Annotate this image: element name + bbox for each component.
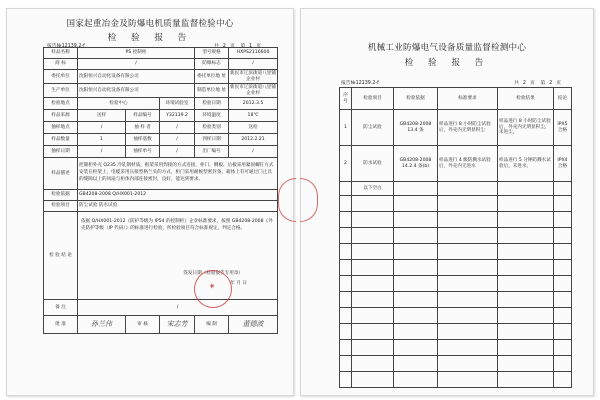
label-source: 样品来源 [44,110,78,122]
table-row [340,372,572,388]
sample-place: / [78,122,126,134]
ex-mark: / [229,59,278,70]
sample-date: / [78,146,126,158]
table-row [44,59,278,70]
table-row [340,146,572,182]
row-item: 防尘试验 [352,110,394,146]
sample-no: Y32139.2 [160,110,195,122]
client: 沈阳恒兴自动化设备有限公司 [78,70,195,84]
label-model: 型号规格 [195,48,229,59]
header-requirement: 标准要求 [438,88,498,110]
qty: 1 [78,134,126,146]
maker: 沈阳恒兴自动化设备有限公司 [78,84,195,98]
conclusion-cell [78,212,278,300]
label-client: 委托单位 [44,70,78,84]
row-requirement: 样品进行 4 级防溅水试验后，外壳内无进水 [438,146,498,182]
sample-description: 控制柜外壳 Q235 冷轧钢材质，框架采用焊接的方式连接，柜门、侧板、后板采用紧固螺钉方式安装在柜架上，电缆采用压接型格兰头的方式，柜门采用耐候型密封条，箱体上有可通过门止具的缝隙以上的风扇与柜体内部连接密封，良好，能达到要求。 [78,158,278,190]
label-sample-place: 抽样地点 [44,122,78,134]
sampler: / [160,122,195,134]
report-page-2 [300,8,594,396]
signature-approve: 孙兰伟 [78,316,126,334]
base-qty: / [160,134,195,146]
table-row [44,134,278,146]
label-arrival: 到样日期 [195,134,229,146]
row-basis: GB4208-2008 13.4 条 [394,110,438,146]
report-page-1 [6,8,294,396]
label-basis: 检验依据 [44,190,78,201]
page-indicator: 共 2 页 第 2 页 [514,81,561,86]
label-sample-no: 样品编号 [126,110,160,122]
label-remark: 备 注 [44,300,78,316]
issue-date: 年 月 日 [230,281,248,287]
label-compile: 编 制 [195,316,229,334]
table-row [44,48,278,59]
signature-review: 宋志芳 [160,316,195,334]
table-row [44,201,278,212]
row-conclusion: IPX5 合格 [554,110,572,146]
row-seq: 2 [340,146,352,182]
sample-batch: / [160,146,195,158]
row-requirement: 样品进行 8 小时防尘试验后，外壳内无明显积尘 [438,110,498,146]
header-seq: 序号 [340,88,352,110]
label-trademark: 商 标 [44,59,78,70]
test-items: 防尘试验 防水试验 [78,201,278,212]
row-result: 样品进行 8 小时防尘试验后，外壳内无明显积尘，未进尘。 [498,110,554,146]
conclusion-text: 依据 Q/HX001-2012《防护等级为 IP54 的控制柜》企业标准要求，按照 GB4208-2008《外壳防护等级（IP 代码）》的标准进行检验，所检验项目符合标准规定，判定合格。 [81,219,273,232]
test-basis: GB4208-2008 Q/HX001-2012 [78,190,278,201]
label-conclusion: 检 验 结 论 [44,212,78,300]
table-row [340,276,572,292]
table-row [340,182,572,196]
report-number: 报告№12139.2-f [47,44,85,49]
table-row [340,110,572,146]
label-maker: 生产单位 [44,84,78,98]
table-row [44,300,278,316]
signature-compile: 董德波 [229,316,278,334]
table-row [44,190,278,201]
table-row [340,308,572,324]
label-sample-name: 样品名称 [44,48,78,59]
label-base-qty: 抽样基数 [126,134,160,146]
table-row [340,196,572,212]
table-row [340,324,572,340]
report-number: 报告№12139.2-f [341,81,379,86]
row-item: 防水试验 [352,146,394,182]
header-basis: 检验依据 [394,88,438,110]
label-review: 审 核 [126,316,160,334]
org-name: 机械工业防爆电气设备质量监督检测中心 [367,43,527,53]
table-row [340,356,572,372]
label-sample-date: 抽样日期 [44,146,78,158]
table-row [340,292,572,308]
label-client-addr: 委托单位地 址 [195,70,229,84]
table-row [44,110,278,122]
maker-addr: 新民市辽滨街道八里铺企业村 [230,84,276,96]
label-category: 检验类别 [195,122,229,134]
row-seq: 1 [340,110,352,146]
row-result: 样品进行 5 分钟防溅水试验后，未进水。 [498,146,554,182]
report-info-table [43,47,278,334]
table-row [44,212,278,300]
table-row [44,146,278,158]
label-maker-addr: 制造单位地 址 [195,84,229,98]
header-conclusion: 结论 [554,88,572,110]
row-conclusion [554,182,572,196]
table-row [340,228,572,244]
page-indicator: 共 2 页 第 1 页 [214,44,261,49]
header-item: 检验项目 [352,88,394,110]
label-qty: 样品数量 [44,134,78,146]
report-title: 检 验 报 告 [107,33,193,43]
row-basis: GB4208-2008 14.2.4 条(b) [394,146,438,182]
test-results-table [339,87,572,388]
table-row [44,122,278,134]
prod-date: / [229,146,278,158]
issuer-label: 签发日期（检验报告专用章） [183,271,244,277]
trademark: / [78,59,195,70]
source: 送样 [78,110,126,122]
label-sampler: 抽 样 者 [126,122,160,134]
label-sample-batch: 抽样单号 [126,146,160,158]
row-item: 以下空白 [352,182,394,196]
label-items: 检验项目 [44,201,78,212]
label-test-date: 检验日期 [195,98,229,110]
label-test-place: 检验地点 [44,98,78,110]
row-seq [340,182,352,196]
org-name: 国家起重冶金及防爆电机质量监督检验中心 [66,19,234,29]
label-temp: 环境温度 [195,110,229,122]
arrival: 2012.2.21 [229,134,278,146]
table-row [340,260,572,276]
row-result [498,182,554,196]
table-row [44,316,278,334]
table-header-row [340,88,572,110]
row-basis [394,182,438,196]
env-lab: 环境试验室 [160,98,195,110]
table-row [44,70,278,84]
category: 送检 [229,122,278,134]
table-row [44,158,278,190]
report-title: 检 验 报 告 [404,58,490,68]
label-desc: 样品描述 [44,158,78,190]
table-row [340,212,572,228]
header-result: 检验结果 [498,88,554,110]
label-prod-date: 出厂编号 [195,146,229,158]
row-conclusion: IPX4 合格 [554,146,572,182]
sample-name: PS 控制柜 [78,48,195,59]
temp: 18℃ [229,110,278,122]
test-place: 检验中心 [78,98,160,110]
test-date: 2012.3.5 [229,98,278,110]
table-row [44,84,278,98]
remark: / [78,300,278,316]
label-ex-mark: 防爆标志 [195,59,229,70]
row-requirement [438,182,498,196]
label-approve: 批 准 [44,316,78,334]
table-row [44,98,278,110]
table-row [340,244,572,260]
model: HXPS2116600 [229,48,278,59]
client-addr: 新民市辽滨街道八里铺企业村 [230,70,276,82]
table-row [340,340,572,356]
